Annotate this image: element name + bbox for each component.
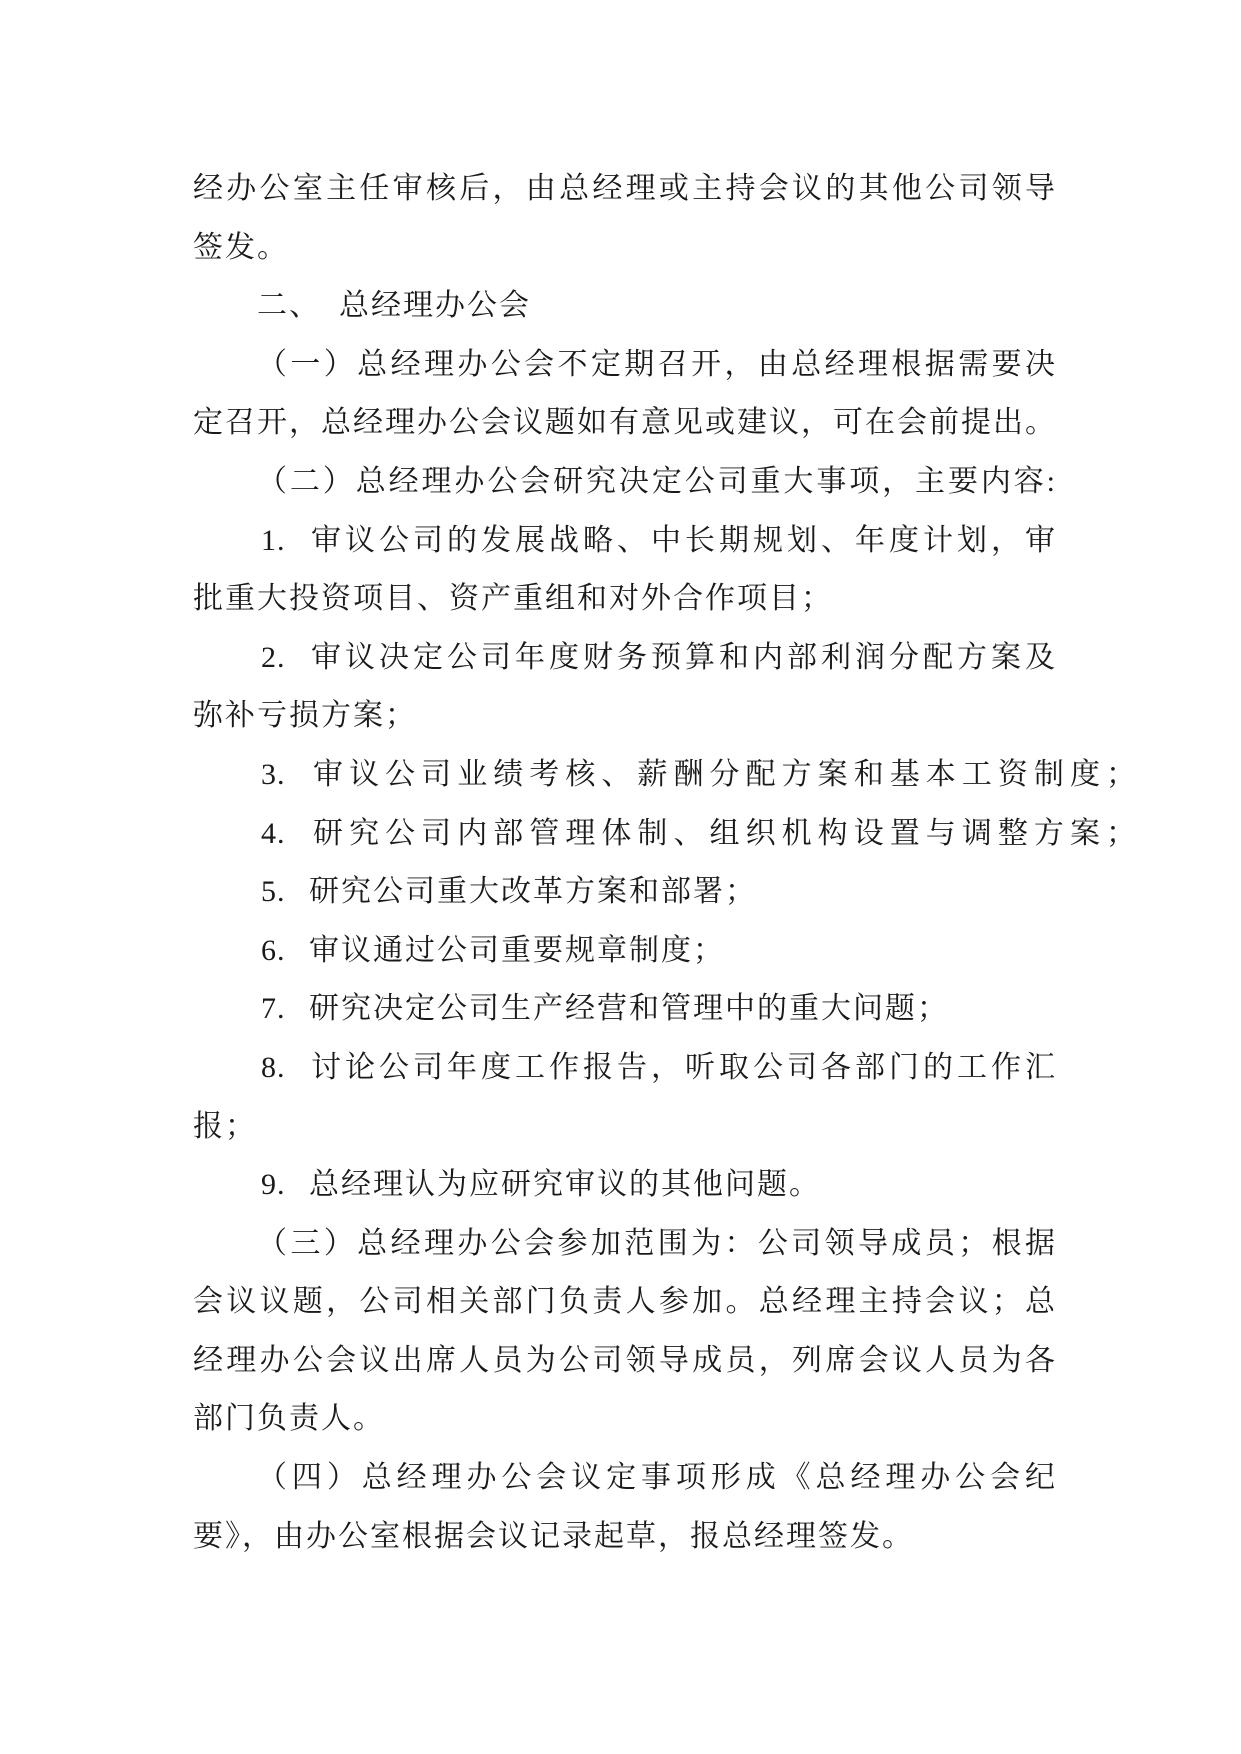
list-item-line (193, 1156, 1057, 1215)
item-text: 审议公司的发展战略、中长期规划、年度计划，审 (309, 523, 1057, 557)
item-text: 研究公司内部管理体制、组织机构设置与调整方案； (309, 816, 1138, 850)
item-text: 审议公司业绩考核、薪酬分配方案和基本工资制度； (309, 757, 1138, 791)
list-item-line: 弥补亏损方案； (193, 699, 417, 733)
clause-2-paragraph (193, 453, 1057, 512)
list-item-line (193, 1039, 1057, 1098)
item-number: 7. (261, 992, 286, 1026)
paragraph-line: 经理办公会议出席人员为公司领导成员，列席会议人员为各 (193, 1343, 1057, 1377)
list-item (193, 1039, 1057, 1156)
section-title: 总经理办公会 (339, 289, 531, 323)
list-item-line (193, 512, 1057, 571)
paragraph-line: 会议议题，公司相关部门负责人参加。总经理主持会议；总 (193, 1285, 1057, 1319)
continuation-paragraph (193, 160, 1057, 277)
list-item (193, 980, 1057, 1039)
item-number: 4. (261, 816, 286, 850)
paragraph-line: （二）总经理办公会研究决定公司重大事项，主要内容: (257, 464, 1057, 498)
document-body (193, 160, 1138, 1566)
item-number: 1. (261, 523, 286, 557)
item-number: 2. (261, 640, 286, 674)
list-item (193, 629, 1057, 746)
paragraph-line: （一）总经理办公会不定期召开，由总经理根据需要决 (257, 347, 1057, 381)
content-list (193, 512, 1138, 1215)
list-item (193, 746, 1138, 805)
paragraph-line: 签发。 (193, 230, 289, 264)
list-item-line: 报； (193, 1109, 257, 1143)
item-text: 研究公司重大改革方案和部署； (309, 875, 757, 909)
paragraph-line: 部门负责人。 (193, 1402, 385, 1436)
clause-4-paragraph (193, 1449, 1057, 1566)
list-item (193, 1156, 1057, 1215)
list-item-line (193, 805, 1138, 864)
list-item-line (193, 922, 1057, 981)
list-item-line (193, 980, 1057, 1039)
item-number: 9. (261, 1168, 286, 1202)
clause-3-paragraph (193, 1215, 1057, 1449)
item-number: 8. (261, 1050, 286, 1084)
item-text: 总经理认为应研究审议的其他问题。 (309, 1168, 821, 1202)
list-item (193, 863, 1057, 922)
list-item-line (193, 629, 1057, 688)
list-item (193, 922, 1057, 981)
item-number: 6. (261, 933, 286, 967)
paragraph-line: 经办公室主任审核后，由总经理或主持会议的其他公司领导 (193, 172, 1057, 205)
item-text: 审议通过公司重要规章制度； (309, 933, 725, 967)
list-item (193, 805, 1138, 864)
paragraph-line: 定召开，总经理办公会议题如有意见或建议，可在会前提出。 (193, 406, 1057, 440)
item-text: 研究决定公司生产经营和管理中的重大问题； (309, 992, 949, 1026)
item-text: 审议决定公司年度财务预算和内部利润分配方案及 (309, 640, 1057, 674)
clause-1-paragraph (193, 336, 1057, 453)
list-item-line (193, 863, 1057, 922)
section-number: 二、 (257, 289, 321, 323)
paragraph-line: （四）总经理办公会议定事项形成《总经理办公会纪 (257, 1461, 1057, 1495)
list-item-line: 批重大投资项目、资产重组和对外合作项目； (193, 582, 833, 616)
item-number: 5. (261, 875, 286, 909)
list-item-line (193, 746, 1138, 805)
section-heading (193, 277, 1057, 336)
list-item (193, 512, 1057, 629)
item-number: 3. (261, 757, 286, 791)
paragraph-line: （三）总经理办公会参加范围为：公司领导成员；根据 (257, 1226, 1057, 1260)
item-text: 讨论公司年度工作报告，听取公司各部门的工作汇 (309, 1050, 1057, 1084)
paragraph-line: 要》，由办公室根据会议记录起草，报总经理签发。 (193, 1519, 914, 1553)
